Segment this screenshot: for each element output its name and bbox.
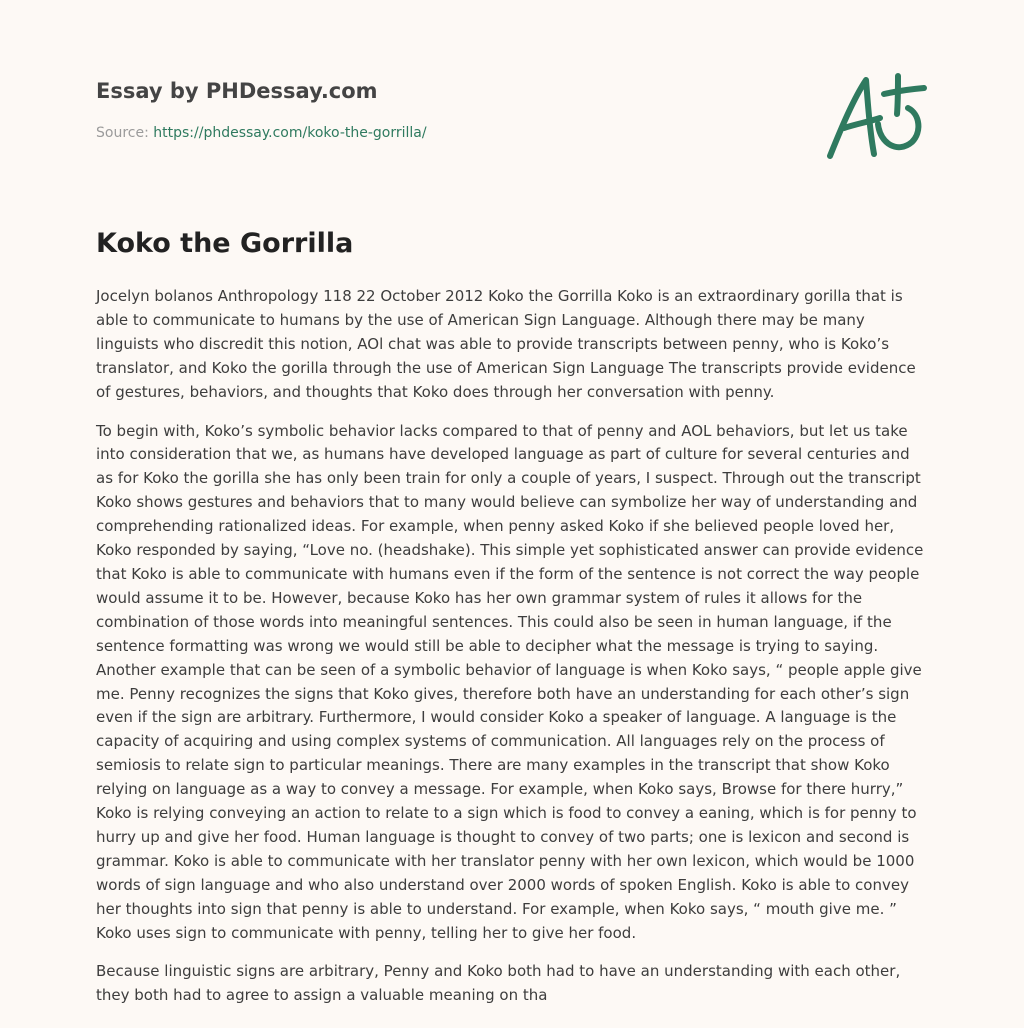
essay-paragraph: Jocelyn bolanos Anthropology 118 22 October 2012 Koko the Gorrilla Koko is an extraordinary gorilla that is able to communicate to humans by the use of American Sign Language. Although there may be many linguists who discredit this notion, AOl chat was able to provide transcripts between penny, who is Koko’s translator, and Koko the gorilla through the use of American Sign Language The transcripts provide evidence of gestures, behaviors, and thoughts that Koko does through her conversation with penny. [96, 287, 916, 401]
site-brand: Essay by PHDessay.com [96, 79, 378, 103]
source-line [96, 124, 796, 142]
a-plus-logo-icon [822, 66, 932, 166]
source-link[interactable]: https://phdessay.com/koko-the-gorrilla/ [153, 125, 427, 141]
essay-paragraph: To begin with, Koko’s symbolic behavior lacks compared to that of penny and AOL behaviors, but let us take into consideration that we, as humans have developed language as part of culture for several centuries and as for Koko the gorilla she has only been train for only a couple of years, I suspect. Through out the transcript Koko shows gestures and behaviors that to many would believe can symbolize her way of understanding and comprehending rationalized ideas. For example, when penny asked Koko if she believed people loved her, Koko responded by saying, “Love no. (headshake). This simple yet sophisticated answer can provide evidence that Koko is able to communicate with humans even if the form of the sentence is not correct the way people would assume it to be. However, because Koko has her own grammar system of rules it allows for the combination of those words into meaningful sentences. This could also be seen in human language, if the sentence formatting was wrong we would still be able to decipher what the message is trying to saying. Another example that can be seen of a symbolic behavior of language is when Koko says, “ people apple give me. Penny recognizes the signs that Koko gives, therefore both have an understanding for each other’s sign even if the sign are arbitrary. Furthermore, I would consider Koko a speaker of language. A language is the capacity of acquiring and using complex systems of communication. All languages rely on the process of semiosis to relate sign to particular meanings. There are many examples in the transcript that show Koko relying on language as a way to convey a message. For example, when Koko says, Browse for there hurry,” Koko is relying conveying an action to relate to a sign which is food to convey a eaning, which is for penny to hurry up and give her food. Human language is thought to convey of two parts; one is lexicon and second is grammar. Koko is able to communicate with her translator penny with her own lexicon, which would be 1000 words of sign language and who also understand over 2000 words of spoken English. Koko is able to convey her thoughts into sign that penny is able to understand. For example, when Koko says, “ mouth give me. ” Koko uses sign to communicate with penny, telling her to give her food. [96, 421, 924, 942]
source-label: Source: [96, 125, 154, 141]
essay-paragraph: Because linguistic signs are arbitrary, Penny and Koko both had to have an understanding with each other, they both had to agree to assign a valuable meaning on tha [96, 962, 901, 1005]
site-header [96, 78, 796, 142]
essay-title: Koko the Gorrilla [96, 228, 354, 259]
essay-body [96, 285, 928, 1023]
